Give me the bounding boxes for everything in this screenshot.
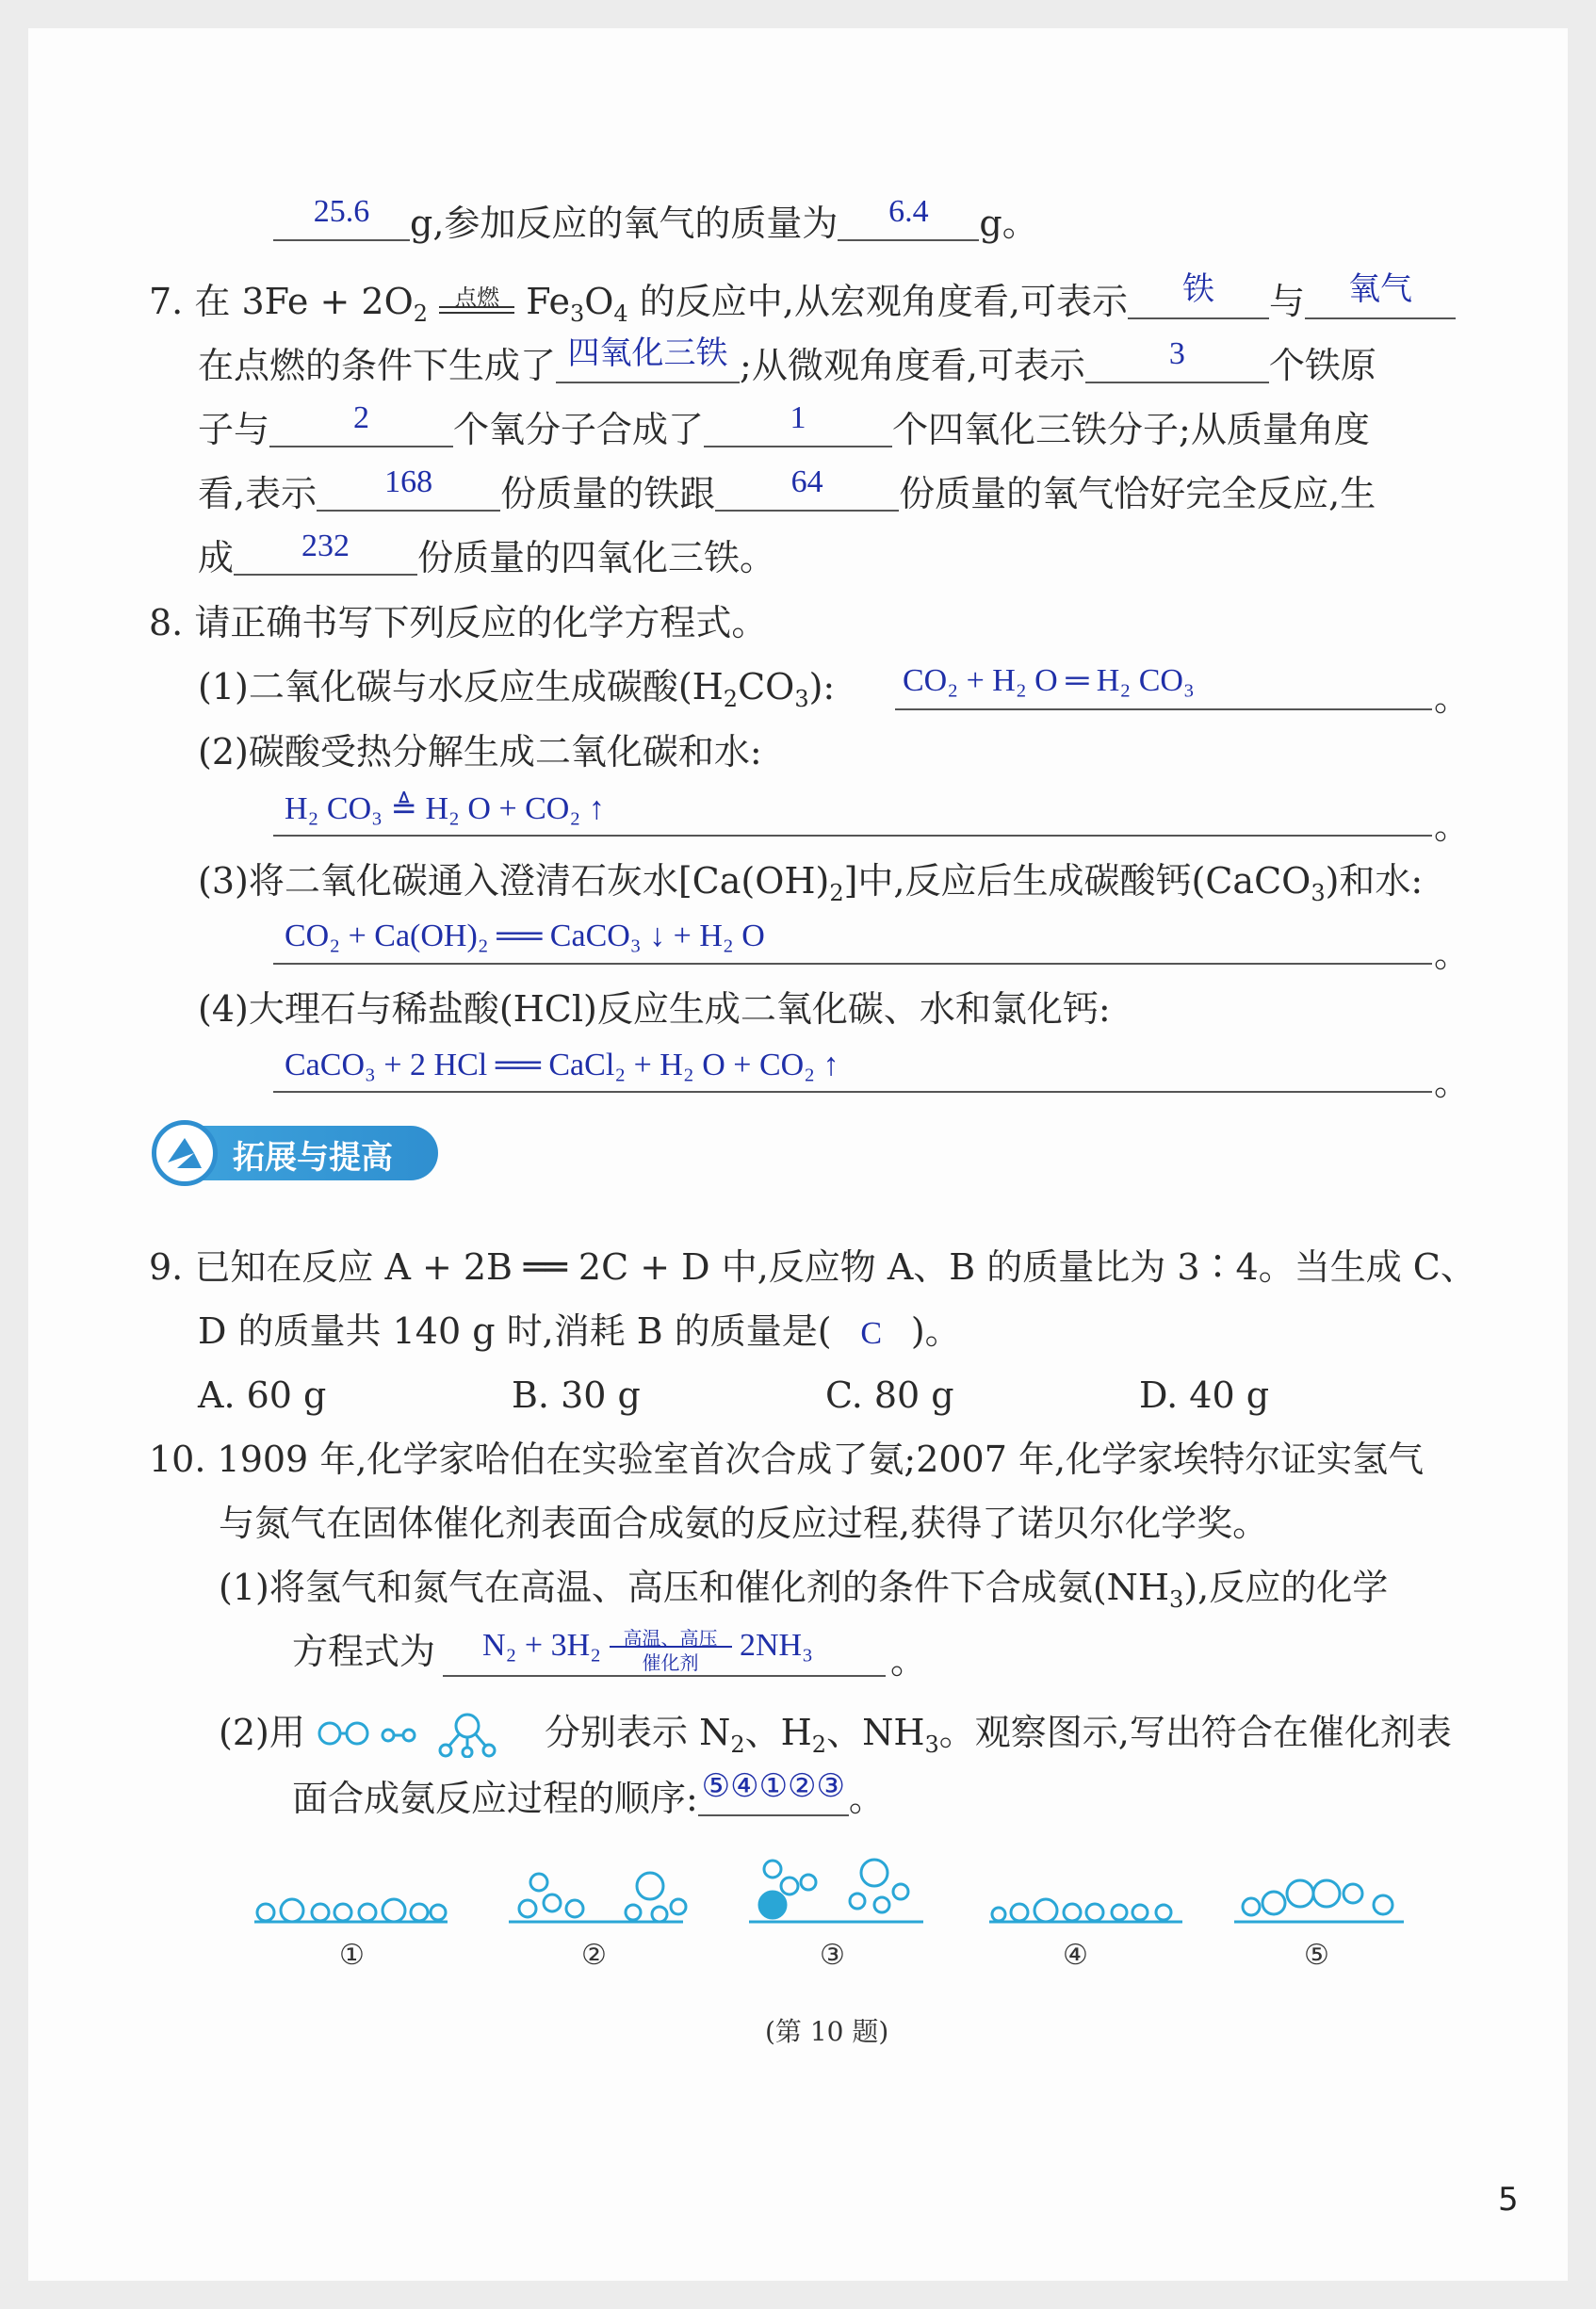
q8-text: 请正确书写下列反应的化学方程式。 — [194, 602, 768, 643]
q8-text: )和水: — [1325, 860, 1424, 902]
equation-text: 在 3Fe + 2O — [194, 281, 414, 322]
subscript: 2 — [730, 1732, 745, 1758]
period: 。 — [1434, 677, 1471, 719]
q7-line4 — [198, 464, 1376, 517]
subscript: 3 — [569, 301, 585, 327]
figure-label: ① — [339, 1939, 365, 1972]
q8-text: (1)二氧化碳与水反应生成碳酸(H — [198, 666, 724, 707]
q7-text: 成 — [198, 537, 235, 578]
answer-text: 铁 — [1181, 272, 1214, 307]
q9-text: D 的质量共 140 g 时,消耗 B 的质量是( — [198, 1310, 832, 1352]
q10-part1 — [219, 1564, 1388, 1623]
section-header — [155, 1126, 438, 1180]
q10-text: (1)将氢气和氮气在高温、高压和催化剂的条件下合成氨(NH — [219, 1567, 1170, 1608]
answer-text: ⑤④①②③ — [701, 1769, 846, 1804]
q7-text: 个铁原 — [1268, 345, 1376, 386]
subscript: 4 — [613, 301, 628, 327]
q7-text: 子与 — [198, 409, 270, 450]
q10-line1 — [149, 1436, 1424, 1483]
condition-top: 高温、高压 — [623, 1627, 718, 1650]
q10-text: 、NH — [826, 1712, 925, 1753]
figure-label: ③ — [820, 1939, 845, 1972]
section-title: 拓展与提高 — [233, 1139, 393, 1177]
question-number: 9. — [149, 1246, 184, 1288]
q8-text: ]中,反应后生成碳酸钙(CaCO — [843, 860, 1311, 902]
condition-label: 点燃 — [454, 285, 500, 311]
question-number: 8. — [149, 602, 184, 643]
answer-equation — [482, 1627, 813, 1675]
q9-text: 已知在反应 A + 2B ══ 2C + D 中,反应物 A、B 的质量比为 3∶4。当生成 C、 — [194, 1246, 1476, 1288]
q7-text: 个氧分子合成了 — [453, 409, 705, 450]
figure-label: ② — [581, 1939, 607, 1972]
answer-text: CaCO₃ + 2 HCl ══ CaCl₂ + H₂ O + CO₂ ↑ — [285, 1048, 839, 1082]
q10-text: 、H — [744, 1712, 812, 1753]
figure-label: ⑤ — [1304, 1939, 1329, 1972]
reaction-arrow — [610, 1627, 732, 1675]
q10-part2 — [219, 1705, 1452, 1768]
option-c[interactable]: C. 80 g — [825, 1374, 954, 1416]
period: 。 — [1434, 1062, 1471, 1103]
q7-text: 份质量的四氧化三铁。 — [417, 537, 776, 578]
q6-tail — [273, 194, 1038, 247]
reaction-arrow — [439, 285, 514, 314]
figure-label: ④ — [1063, 1939, 1088, 1972]
answer-text: 168 — [384, 464, 433, 499]
q8-part2: (2)碳酸受热分解生成二氧化碳和水: — [198, 731, 762, 772]
q10-text: 面合成氨反应过程的顺序: — [292, 1778, 698, 1819]
q7-text: 份质量的氧气恰好完全反应,生 — [899, 473, 1376, 514]
q10-text: 1909 年,化学家哈伯在实验室首次合成了氨;2007 年,化学家埃特尔证实氢气 — [217, 1439, 1425, 1480]
answer-blank[interactable] — [273, 194, 410, 241]
molecule-legend-icon — [317, 1705, 533, 1758]
answer-text: 2 — [353, 400, 370, 435]
product-text: Fe — [526, 281, 570, 322]
answer-text: CO₂ + Ca(OH)₂ ══ CaCO₃ ↓ + H₂ O — [285, 919, 765, 953]
q7-text: 的反应中,从宏观角度看,可表示 — [639, 281, 1128, 322]
q7-line2 — [198, 336, 1376, 389]
period: 。 — [1434, 805, 1471, 847]
answer-text: 氧气 — [1347, 272, 1412, 307]
answer-blank[interactable] — [1128, 272, 1269, 319]
answer-blank[interactable] — [556, 336, 740, 383]
answer-blank[interactable] — [1085, 336, 1269, 383]
answer-text: 64 — [790, 464, 823, 499]
q6-text: g,参加反应的氧气的质量为 — [410, 203, 839, 244]
option-d[interactable]: D. 40 g — [1139, 1374, 1270, 1416]
answer-text: CO₂ + H₂ O ═ H₂ CO₃ — [903, 663, 1195, 698]
answer-line[interactable] — [895, 708, 1432, 710]
answer-text: 6.4 — [888, 194, 929, 229]
q8-text: ): — [808, 666, 836, 707]
answer-text: 1 — [790, 400, 806, 435]
answer-line[interactable] — [273, 963, 1432, 965]
q8-part1 — [198, 663, 835, 723]
figure-caption: (第 10 题) — [765, 2016, 889, 2047]
q7-text: 在点燃的条件下生成了 — [198, 345, 557, 386]
q10-text: 分别表示 N — [545, 1712, 731, 1753]
answer-blank[interactable] — [838, 194, 979, 241]
answer-line[interactable] — [443, 1675, 886, 1677]
q9-text: )。 — [910, 1310, 961, 1352]
answer-line[interactable] — [273, 1091, 1432, 1093]
answer-text: 3 — [1168, 336, 1185, 371]
subscript: 3 — [924, 1732, 939, 1758]
answer-blank[interactable] — [704, 400, 892, 447]
page-number: 5 — [1498, 2181, 1519, 2219]
answer-text: 四氧化三铁 — [567, 336, 728, 371]
subscript: 2 — [413, 301, 429, 327]
q7-text: 与 — [1268, 281, 1305, 322]
answer-blank[interactable] — [698, 1769, 849, 1816]
period: 。 — [848, 1778, 885, 1819]
q8-part4: (4)大理石与稀盐酸(HCl)反应生成二氧化碳、水和氯化钙: — [198, 988, 1111, 1030]
q6-text-end: g。 — [979, 203, 1038, 244]
q8-text: (3)将二氧化碳通入澄清石灰水[Ca(OH) — [198, 860, 830, 902]
q7-text: 看,表示 — [198, 473, 318, 514]
question-number: 7. — [149, 281, 184, 322]
answer-text: H₂ CO₃ ≜ H₂ O + CO₂ ↑ — [285, 791, 605, 826]
q10-text: ),反应的化学 — [1183, 1567, 1389, 1608]
q10-text: 。观察图示,写出符合在催化剂表 — [938, 1712, 1452, 1753]
subscript: 2 — [811, 1732, 827, 1758]
option-a[interactable]: A. 60 g — [198, 1374, 327, 1416]
q10-text: 方程式为 — [292, 1631, 436, 1672]
period: 。 — [1434, 934, 1471, 975]
subscript: 3 — [1169, 1586, 1184, 1613]
subscript: 3 — [1311, 880, 1326, 906]
q7-text: 个四氧化三铁分子;从质量角度 — [892, 409, 1370, 450]
q10-part2-line2 — [292, 1769, 885, 1822]
condition-bottom: 催化剂 — [642, 1651, 699, 1675]
q7-line3 — [198, 400, 1370, 453]
q8-text: CO — [738, 666, 795, 707]
question-number: 10. — [149, 1439, 206, 1480]
product-text: O — [584, 281, 614, 322]
option-b[interactable]: B. 30 g — [512, 1374, 641, 1416]
q8-title — [149, 599, 767, 646]
answer-blank[interactable] — [715, 464, 899, 512]
answer-line[interactable] — [273, 835, 1432, 837]
period: 。 — [890, 1640, 927, 1682]
q7-text: ;从微观角度看,可表示 — [740, 345, 1085, 386]
q8-part3 — [198, 857, 1423, 917]
answer-choice[interactable]: C — [860, 1316, 883, 1351]
subscript: 2 — [723, 686, 739, 712]
q7-text: 份质量的铁跟 — [500, 473, 716, 514]
answer-blank[interactable] — [317, 464, 500, 512]
answer-blank[interactable] — [269, 400, 453, 447]
q9-line2 — [198, 1308, 961, 1358]
answer-text: 232 — [301, 528, 350, 563]
answer-text: 25.6 — [313, 194, 370, 229]
subscript: 2 — [829, 880, 844, 906]
answer-blank[interactable] — [234, 528, 417, 576]
answer-text: 2NH₃ — [740, 1628, 813, 1663]
q9-line1 — [149, 1244, 1476, 1291]
q10-line2: 与氮气在固体催化剂表面合成氨的反应过程,获得了诺贝尔化学奖。 — [219, 1503, 1269, 1544]
q7-line5 — [198, 528, 776, 581]
answer-blank[interactable] — [1305, 272, 1456, 319]
q7-line1 — [149, 272, 1456, 337]
section-icon — [152, 1120, 218, 1186]
answer-text: N₂ + 3H₂ — [482, 1628, 601, 1663]
subscript: 3 — [794, 686, 809, 712]
q10-text: (2)用 — [219, 1712, 305, 1753]
